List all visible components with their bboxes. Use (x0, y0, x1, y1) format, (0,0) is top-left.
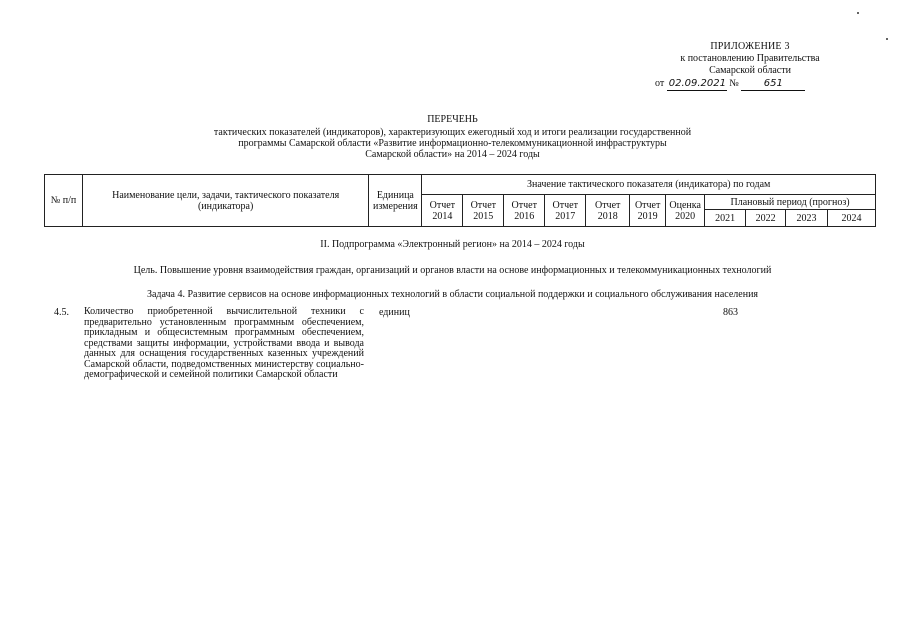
year-header-2024: 2024 (828, 210, 876, 227)
year-header-2014: Отчет 2014 (422, 195, 463, 227)
col-unit-header: Единица измерения (369, 175, 422, 227)
indicators-table-header (44, 174, 876, 227)
number-prefix: № (729, 78, 739, 89)
appendix-line-2: Самарской области (709, 65, 791, 76)
date-prefix: от (655, 78, 665, 89)
year-header-2019: Отчет 2019 (630, 195, 666, 227)
year-header-2018: Отчет 2018 (586, 195, 630, 227)
col-name-header: Наименование цели, задачи, тактического показателя (индикатора) (82, 175, 368, 227)
col-values-header: Значение тактического показателя (индикатора) по годам (422, 175, 876, 195)
year-header-2023: 2023 (786, 210, 828, 227)
year-header-2017: Отчет 2017 (545, 195, 586, 227)
heading-line-2: программы Самарской области «Развитие информационно-телекоммуникационной инфраструктуры (238, 138, 667, 149)
task-line: Задача 4. Развитие сервисов на основе информационных технологий в области социальной поддержки и социального обслуживания населения (146, 289, 759, 300)
planned-period-header: Плановый период (прогноз) (705, 195, 876, 210)
year-header-2016: Отчет 2016 (504, 195, 545, 227)
year-header-2020: Оценка 2020 (666, 195, 705, 227)
handwritten-number: 651 (741, 78, 805, 91)
year-header-2021: 2021 (705, 210, 746, 227)
heading-line-1: тактических показателей (индикаторов), характеризующих ежегодный ход и итоги реализации государственной (213, 127, 692, 138)
row-value: 863 (723, 307, 738, 318)
appendix-block (655, 41, 845, 91)
row-number: 4.5. (54, 307, 69, 318)
subprogram-title: II. Подпрограмма «Электронный регион» на 2014 – 2024 годы (320, 239, 585, 250)
row-unit: единиц (379, 307, 410, 318)
year-header-2022: 2022 (746, 210, 786, 227)
goal-line: Цель. Повышение уровня взаимодействия граждан, организаций и органов власти на основе информационных и телекоммуникационных технологий (133, 265, 772, 276)
scan-speck (857, 12, 859, 14)
handwritten-date: 02.09.2021 (668, 78, 727, 89)
heading-line-3: Самарской области» на 2014 – 2024 годы (365, 149, 540, 160)
row-indicator-name: Количество приобретенной вычислительной техники с предварительно установленным программным обеспечением, прикладным и общесистемным программным обеспечением, средствами защиты информации, устройствами ввода и вывода данных для оснащения государственных казенных учреждений Самарской области, подведомственных министерству социально-демографической и семейной политики Самарской области (84, 306, 364, 380)
document-heading (0, 114, 905, 160)
appendix-title: ПРИЛОЖЕНИЕ 3 (710, 41, 790, 52)
scan-speck (886, 38, 888, 40)
appendix-line-1: к постановлению Правительства (680, 53, 820, 64)
appendix-date-line (655, 78, 845, 91)
heading-main: ПЕРЕЧЕНЬ (427, 114, 478, 125)
col-number-header: № п/п (45, 175, 83, 227)
year-header-2015: Отчет 2015 (463, 195, 504, 227)
